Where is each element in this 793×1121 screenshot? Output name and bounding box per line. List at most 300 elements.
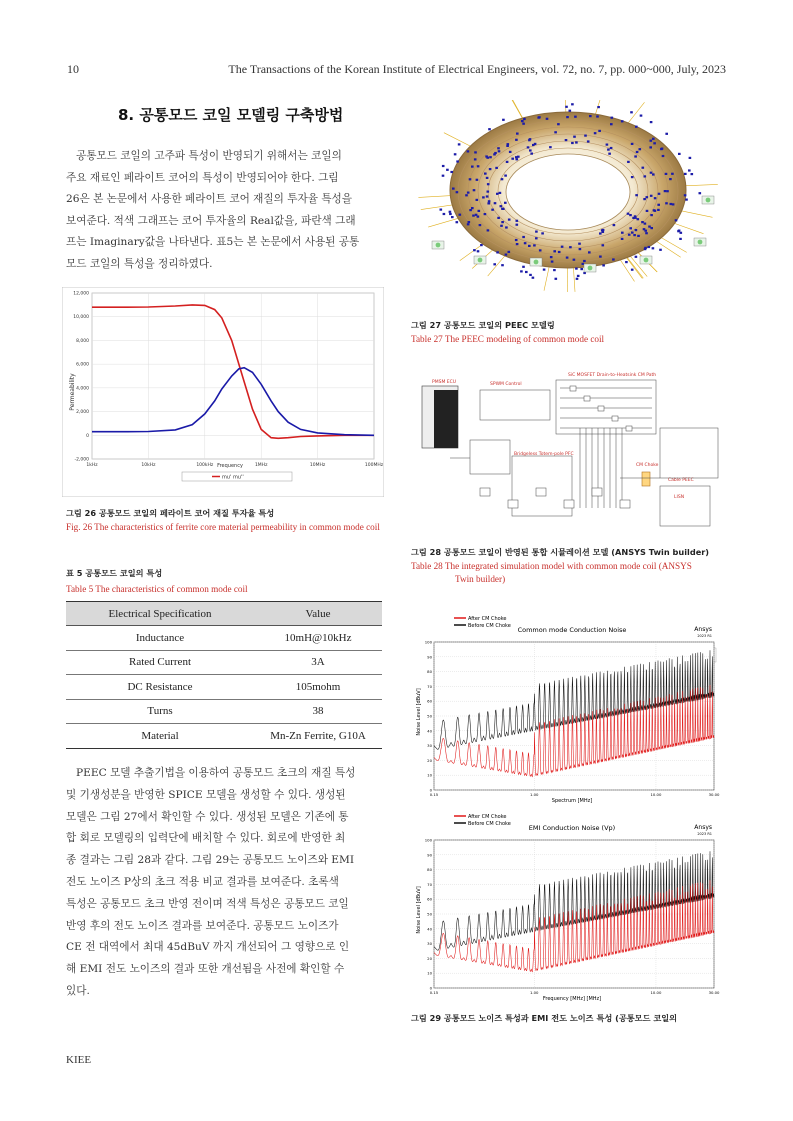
label-lisn: LISN [674,495,685,500]
peec-node [546,118,549,120]
peec-node [587,140,590,142]
peec-node [662,155,665,157]
para2-line: 전도 노이즈 P상의 초크 적용 비교 결과를 보여준다. 초록색 [66,875,339,888]
peec-node [459,214,462,216]
fig27-caption-en: Table 27 The PEEC modeling of common mode coil [411,334,605,344]
peec-node [612,258,615,260]
peec-node [541,232,544,234]
x-axis-label: Frequency [MHz] [MHz] [542,996,602,1002]
component [620,500,630,508]
label-pmsm: PMSM ECU [432,380,457,385]
label-bridgeless: Bridgeless Totem-pole PFC [514,452,574,457]
peec-node [637,218,640,220]
peec-node [446,169,449,171]
table-row [66,626,382,651]
peec-node [596,115,599,117]
peec-node [505,254,508,256]
port-symbol [588,266,593,271]
peec-node [635,194,638,196]
peec-node [608,153,611,155]
peec-node [529,138,532,140]
peec-node [635,256,638,258]
peec-node [467,192,470,194]
peec-node [477,216,480,218]
y-tick-label: 10,000 [73,315,89,321]
peec-node [500,205,503,207]
component [598,406,604,411]
peec-node [498,150,501,152]
peec-node [482,196,485,198]
peec-node [639,148,642,150]
peec-node [506,161,509,163]
x-tick-label: 100MHz [364,463,384,468]
para1-line: 26은 본 논문에서 사용한 페라이트 코어 재질의 투자율 특성을 [66,193,353,206]
peec-node [576,278,579,280]
y-tick-label: 20 [427,757,432,763]
peec-node [486,177,489,179]
x-tick-label: 1.00 [530,990,539,995]
x-tick-label: 30.00 [708,792,720,797]
peec-node [478,210,481,212]
peec-node [539,249,542,251]
paragraph-2 [66,763,382,1003]
peec-node [597,106,600,108]
peec-node [516,220,519,222]
peec-node [565,106,568,108]
peec-node [551,261,554,263]
peec-node [533,244,536,246]
peec-node [502,119,505,121]
y-tick-label: 80 [427,867,432,873]
peec-node [487,202,490,204]
peec-node [500,225,503,227]
x-tick-label: 10kHz [141,463,156,468]
para2-line: 합 회로 모델링의 입력단에 배치할 수 있다. 회로에 반영한 최 [66,832,346,845]
peec-node [652,247,655,249]
peec-node [516,133,519,135]
y-tick-label: 60 [427,896,432,902]
peec-node [505,226,508,228]
peec-node [456,221,459,223]
component [564,500,574,508]
peec-node [588,251,591,253]
peec-node [657,209,660,211]
para1-line: 공통모드 코일의 고주파 특성이 반영되기 위해서는 코일의 [76,150,342,162]
legend-before: Before CM Choke [468,821,511,827]
peec-node [633,234,636,236]
peec-node [644,223,647,225]
table-header-cell: Value [254,602,382,626]
peec-node [643,198,646,200]
component [480,488,490,496]
peec-node [685,199,688,201]
peec-node [598,130,601,132]
peec-node [631,232,634,234]
peec-node [501,178,504,180]
x-tick-label: 100kHz [196,463,214,468]
peec-node [665,133,668,135]
peec-node [579,248,582,250]
component [536,488,546,496]
peec-node [468,221,471,223]
peec-node [675,219,678,221]
table-cell: 3A [254,650,382,675]
peec-node [684,173,687,175]
component [584,396,590,401]
peec-node [521,120,524,122]
peec-node [523,118,526,120]
y-tick-label: 4,000 [76,386,89,392]
peec-node [650,214,653,216]
table5-title-ko: 표 5 공통모드 코일의 특성 [66,568,163,578]
para2-line: 모델은 그림 27에서 확인할 수 있다. 생성된 모델은 기존에 통 [66,810,349,823]
y-tick-label: 8,000 [76,338,89,344]
peec-node [473,189,476,191]
peec-node [554,131,557,133]
peec-node [522,123,525,125]
peec-node [474,151,477,153]
y-tick-label: 6,000 [76,362,89,368]
peec-node [496,251,499,253]
x-tick-label: 0.15 [429,792,439,797]
peec-node [583,272,586,274]
peec-node [516,158,519,160]
peec-node [594,132,597,134]
port-symbol [436,243,441,248]
peec-node [520,270,523,272]
port-symbol [478,258,483,263]
ansys-logo: Ansys [694,626,712,633]
y-tick-label: 12,000 [73,291,89,297]
peec-node [630,111,633,113]
peec-node [653,142,656,144]
peec-node [602,264,605,266]
peec-node [669,178,672,180]
para2-line: 특성은 공통모드 초크 반영 전이며 적색 특성은 공통모드 코일 [66,897,349,910]
peec-node [440,209,443,211]
y-axis-label: Permeability [69,373,76,411]
peec-node [491,209,494,211]
y-tick-label: -2,000 [74,457,89,463]
table-cell: DC Resistance [66,675,254,700]
y-tick-label: 0 [429,985,432,991]
integrated-simulation-schematic [420,368,722,536]
peec-node [628,234,631,236]
y-tick-label: 10 [427,970,432,976]
table5-title-en: Table 5 The characteristics of common mode coil [66,584,248,594]
y-tick-label: 100 [424,837,432,843]
pfc-left [470,440,510,474]
peec-node [487,183,490,185]
peec-node [555,278,558,280]
table-header-cell: Electrical Specification [66,602,254,626]
peec-node [599,232,602,234]
legend-after: After CM Choke [468,616,507,622]
peec-node [575,141,578,143]
table-cell: 10mH@10kHz [254,626,382,651]
peec-node [473,249,476,251]
para1-line: 모드 코일의 특성을 정리하였다. [66,257,213,270]
cm-choke-symbol [642,472,650,486]
para2-line: CE 전 대역에서 최대 45dBuV 까지 개선되어 그 영향으로 인 [66,941,350,954]
peec-node [535,231,538,233]
para1-line: 보여준다. 적색 그래프는 코어 투자율의 Real값을, 파란색 그래 [66,214,356,227]
peec-node [449,211,452,213]
peec-node [584,135,587,137]
peec-node [508,219,511,221]
table-cell: Material [66,724,254,749]
fig28-caption-en-1: Table 28 The integrated simulation model with common mode coil (ANSYS [411,561,692,571]
peec-node [688,169,691,171]
peec-node [689,157,692,159]
toroid-hole [506,154,630,230]
peec-node [691,173,694,175]
peec-node [671,173,674,175]
peec-node [627,213,630,215]
peec-node [442,165,445,167]
peec-node [477,250,480,252]
peec-coil-model-image [418,100,724,308]
peec-node [631,176,634,178]
peec-node [637,235,640,237]
component [508,500,518,508]
peec-node [602,244,605,246]
peec-node [621,120,624,122]
peec-node [601,229,604,231]
peec-node [537,117,540,119]
peec-node [451,216,454,218]
spec-table [66,601,382,749]
peec-node [489,168,492,170]
peec-node [666,190,669,192]
fig28-caption-ko: 그림 28 공통모드 코일이 반영된 통합 시뮬레이션 모델 (ANSYS Twin builder) [411,547,710,557]
table-cell: 105mohm [254,675,382,700]
fig28-caption-en-2: Twin builder) [455,574,506,584]
peec-node [501,264,504,266]
chart-title: EMI Conduction Noise (Vp) [528,824,616,832]
peec-node [549,146,552,148]
legend-after: After CM Choke [468,814,507,820]
peec-node [534,143,537,145]
ecu-chip [434,390,458,448]
peec-node [486,195,489,197]
y-tick-label: 90 [427,852,432,858]
label-cm-choke: CM Choke [636,463,659,468]
ansys-logo: Ansys [694,824,712,831]
peec-node [454,153,457,155]
peec-node [645,232,648,234]
component [592,488,602,496]
peec-node [650,140,653,142]
table-cell: 38 [254,699,382,724]
peec-node [565,139,568,141]
peec-node [648,246,651,248]
peec-node [472,215,475,217]
peec-node [471,166,474,168]
x-tick-label: 30.00 [708,990,720,995]
peec-node [476,179,479,181]
peec-node [504,175,507,177]
section-title: 8. 공통모드 코일 모델링 구축방법 [118,106,344,124]
peec-node [654,197,657,199]
fig29-caption-ko: 그림 29 공통모드 노이즈 특성과 EMI 전도 노이즈 특성 (공통모드 코일의 [411,1013,678,1023]
peec-node [575,268,578,270]
peec-node [610,123,613,125]
paragraph-1 [66,146,382,276]
peec-node [479,224,482,226]
para2-line: 있다. [66,984,90,997]
peec-node [571,103,574,105]
y-tick-label: 50 [427,713,432,719]
chart-title: Common mode Conduction Noise [517,626,627,634]
peec-node [476,199,479,201]
fig26-caption-en: Fig. 26 The characteristics of ferrite core material permeability in common mode coil [66,522,380,532]
peec-node [515,156,518,158]
footer-kiee: KIEE [66,1054,92,1066]
table-row [66,650,382,675]
y-tick-label: 70 [427,881,432,887]
page-number: 10 [67,62,79,76]
label-cable: Cable PEEC [668,478,694,483]
component [626,426,632,431]
peec-node [636,151,639,153]
port-symbol [534,260,539,265]
peec-node [480,244,483,246]
port-symbol [698,240,703,245]
peec-node [672,203,675,205]
peec-node [627,161,630,163]
x-tick-label: 1kHz [86,463,98,468]
peec-node [471,207,474,209]
peec-node [652,173,655,175]
x-tick-label: 10.00 [650,990,662,995]
peec-node [497,217,500,219]
peec-node [607,149,610,151]
peec-node [501,208,504,210]
peec-node [511,158,514,160]
peec-node [644,230,647,232]
peec-node [488,200,491,202]
peec-node [599,256,602,258]
peec-node [493,153,496,155]
peec-node [606,144,609,146]
peec-node [474,158,477,160]
peec-node [477,165,480,167]
para2-line: PEEC 모델 추출기법을 이용하여 공통모드 초크의 재질 특성 [76,767,356,779]
chart-legend: mu' mu'' [222,474,244,481]
y-tick-label: 30 [427,743,432,749]
x-tick-label: 10MHz [309,463,326,468]
peec-node [452,188,455,190]
peec-node [469,178,472,180]
peec-node [524,242,527,244]
x-tick-label: 1.00 [530,792,539,797]
peec-node [635,229,638,231]
peec-node [574,116,577,118]
peec-node [488,128,491,130]
para2-line: 및 기생성분을 반영한 SPICE 모델을 생성할 수 있다. 생성된 [66,788,346,801]
ansys-version: 2023 R1 [697,832,712,836]
peec-node [467,150,470,152]
permeability-chart [62,287,384,497]
fig27-caption-ko: 그림 27 공통모드 코일의 PEEC 모델링 [411,320,555,330]
peec-node [487,191,490,193]
peec-node [665,202,668,204]
para2-line: 반영 후의 전도 노이즈 결과를 보여준다. 공통모드 노이즈가 [66,919,339,932]
peec-node [578,243,581,245]
component [570,386,576,391]
peec-node [613,224,616,226]
table-row [66,724,382,749]
peec-node [649,146,652,148]
peec-node [557,123,560,125]
y-tick-label: 40 [427,926,432,932]
peec-node [650,227,653,229]
peec-node [641,221,644,223]
peec-node [642,167,645,169]
peec-node [543,269,546,271]
label-spwm: SPWM Control [490,382,522,387]
x-tick-label: 1MHz [254,463,268,468]
port-symbol [644,258,649,263]
peec-node [583,260,586,262]
peec-node [469,209,472,211]
y-tick-label: 100 [424,639,432,645]
x-axis-label: Spectrum [MHz] [551,798,593,804]
peec-node [484,173,487,175]
table-cell: Mn-Zn Ferrite, G10A [254,724,382,749]
y-tick-label: 80 [427,669,432,675]
peec-node [646,196,649,198]
peec-node [650,172,653,174]
peec-node [450,171,453,173]
peec-node [589,115,592,117]
y-tick-label: 50 [427,911,432,917]
peec-node [456,191,459,193]
peec-node [449,213,452,215]
peec-node [621,238,624,240]
peec-node [653,209,656,211]
peec-node [634,155,637,157]
peec-node [458,143,461,145]
peec-node [504,202,507,204]
peec-node [442,175,445,177]
x-tick-label: 10.00 [650,792,662,797]
para1-line: 주요 재료인 페라이트 코어의 특성이 반영되어야 한다. 그림 [66,171,339,184]
peec-node [569,246,572,248]
emi-conduction-noise-chart [412,810,724,1006]
y-tick-label: 60 [427,698,432,704]
peec-node [553,269,556,271]
table-cell: Turns [66,699,254,724]
peec-node [629,227,632,229]
cable-block [660,428,718,478]
peec-node [495,167,498,169]
y-tick-label: 30 [427,941,432,947]
peec-node [501,221,504,223]
para2-line: 종 결과는 그림 28과 같다. 그림 29는 공통모드 노이즈와 EMI [66,854,355,867]
peec-node [494,202,497,204]
peec-node [650,121,653,123]
peec-node [659,249,662,251]
peec-node [629,214,632,216]
peec-node [611,117,614,119]
peec-node [487,229,490,231]
component [612,416,618,421]
label-sic: SiC MOSFET Drain-to-Heatsink CM Path [568,373,657,378]
peec-node [644,175,647,177]
peec-node [635,126,638,128]
